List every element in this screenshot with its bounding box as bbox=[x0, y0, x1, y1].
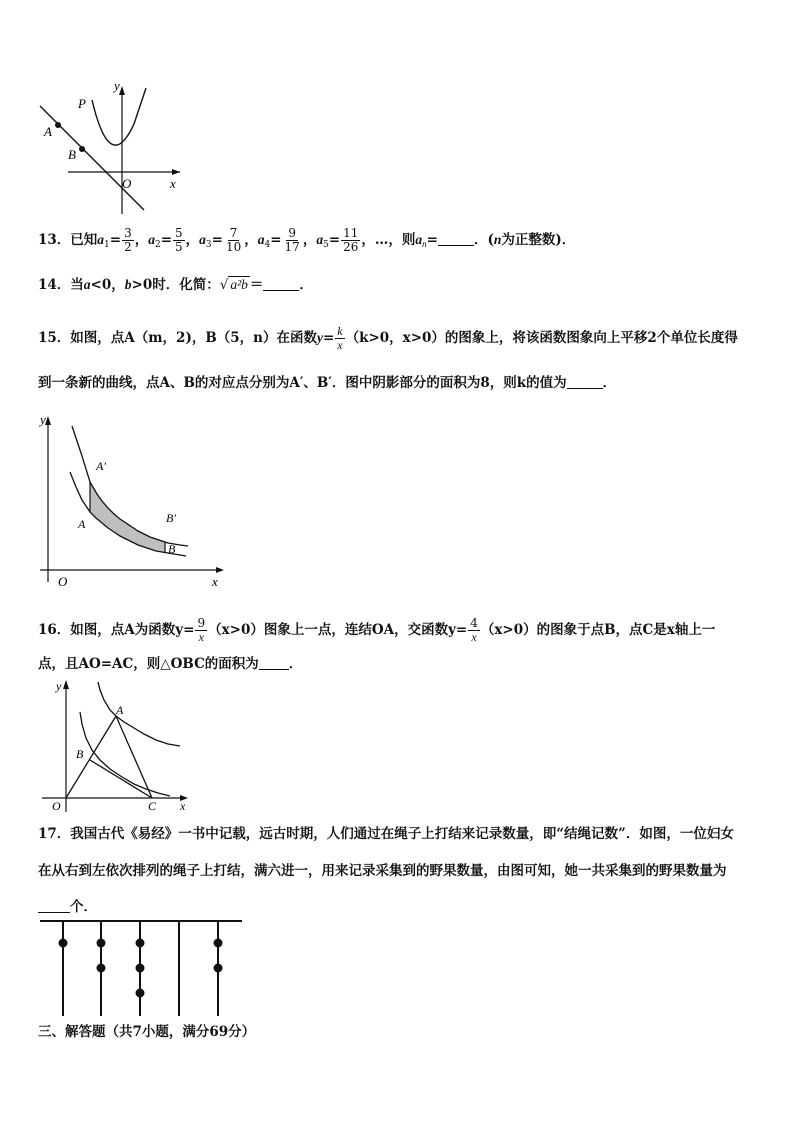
question-17-line-1 bbox=[38, 824, 734, 844]
term-a2: a bbox=[148, 232, 155, 247]
fraction-4-over-x bbox=[468, 617, 480, 644]
y-axis-arrow bbox=[63, 680, 69, 689]
shaded-region bbox=[90, 482, 165, 553]
label-x: x bbox=[170, 176, 176, 191]
fraction-a1 bbox=[122, 227, 134, 254]
variable-n: n bbox=[493, 232, 502, 247]
fraction-a4-denominator: 17 bbox=[284, 240, 300, 254]
answer-blank-17[interactable] bbox=[38, 898, 70, 913]
knot-rope-2-2 bbox=[97, 964, 106, 973]
figure-16 bbox=[38, 676, 198, 816]
fraction-a2-numerator: 5 bbox=[175, 226, 183, 240]
label-a: A bbox=[78, 517, 86, 531]
question-17-text-1: 我国古代《易经》一书中记载，远古时期，人们通过在绳子上打结来记录数量，即“结绳记数”．如图，一位妇女 bbox=[70, 826, 734, 842]
fraction-a3-denominator: 10 bbox=[225, 240, 242, 254]
section-3-heading: 三、解答题（共7小题，满分69分） bbox=[38, 1024, 256, 1040]
fraction-a2-denominator: 5 bbox=[175, 240, 183, 254]
question-14-number: 14． bbox=[38, 277, 71, 293]
question-16-end: ． bbox=[288, 656, 303, 672]
function-y: y bbox=[316, 330, 323, 345]
fraction-numerator-9: 9 bbox=[197, 616, 206, 630]
label-y: y bbox=[40, 412, 46, 427]
question-13-tail: ，…，则 bbox=[361, 232, 416, 248]
label-o: O bbox=[58, 574, 68, 589]
question-15-text-1: 如图，点A（m，2)，B（5，n）在函数 bbox=[70, 330, 317, 346]
parabola-p bbox=[92, 88, 146, 145]
question-17-number: 17． bbox=[38, 826, 71, 842]
point-a bbox=[55, 122, 61, 128]
question-16-text-2: （x>0）图象上一点，连结OA，交函数y= bbox=[208, 622, 468, 638]
question-15-line-1 bbox=[38, 325, 738, 352]
label-a: A bbox=[44, 124, 52, 139]
fraction-a3-numerator: 7 bbox=[229, 226, 238, 240]
term-a3-index: 3 bbox=[205, 240, 212, 250]
term-an-index: n bbox=[422, 239, 427, 249]
fraction-a5-numerator: 11 bbox=[343, 226, 359, 240]
curve-9-over-x bbox=[98, 682, 180, 746]
fraction-denominator-x: x bbox=[471, 630, 477, 644]
point-b bbox=[79, 146, 85, 152]
question-17-text-3: 个． bbox=[70, 899, 97, 915]
question-14: 14．当a<0，b>0时．化简：√ a²b ＝ ． bbox=[38, 277, 313, 293]
function-equals: = bbox=[322, 330, 335, 346]
fraction-9-over-x bbox=[195, 617, 207, 644]
x-axis-arrow bbox=[216, 567, 224, 573]
knot-rope-5-1 bbox=[214, 939, 223, 948]
term-a3: a bbox=[199, 232, 206, 247]
term-an: a bbox=[415, 232, 423, 247]
square-root: √ a²b bbox=[219, 277, 248, 293]
term-a1: a bbox=[97, 232, 105, 247]
label-b: B bbox=[168, 542, 176, 556]
label-x: x bbox=[180, 799, 186, 813]
label-c: C bbox=[148, 799, 157, 813]
equals-sign: ＝ bbox=[249, 277, 264, 293]
label-b-prime: B′ bbox=[166, 511, 176, 525]
fraction-k-over-x bbox=[335, 325, 344, 352]
question-13-end-2: 为正整数)． bbox=[501, 232, 576, 248]
knot-rope-5-2 bbox=[214, 964, 223, 973]
question-15-number: 15． bbox=[38, 330, 71, 346]
question-17-line-2 bbox=[38, 861, 727, 881]
x-axis-arrow bbox=[172, 169, 180, 175]
fraction-a5-denominator: 26 bbox=[343, 240, 359, 254]
knot-rope-2-1 bbox=[97, 939, 106, 948]
knot-rope-3-3 bbox=[136, 989, 145, 998]
question-17-text-2: 在从右到左依次排列的绳子上打结，满六进一，用来记录采集到的野果数量，由图可知，她一共采集到的野果数量为 bbox=[38, 863, 727, 879]
fraction-denominator-x: x bbox=[198, 630, 204, 644]
knot-rope-1-1 bbox=[59, 939, 68, 948]
fraction-a3 bbox=[224, 227, 243, 254]
question-14-lead: 当 bbox=[70, 277, 84, 293]
question-13-end-1: ．( bbox=[473, 232, 494, 248]
label-o: O bbox=[122, 176, 132, 191]
fraction-a2 bbox=[173, 227, 185, 254]
answer-blank-15[interactable] bbox=[567, 374, 603, 389]
label-p: P bbox=[78, 96, 86, 111]
fraction-a1-numerator: 3 bbox=[124, 226, 132, 240]
fraction-a4-numerator: 9 bbox=[288, 226, 296, 240]
condition-a: <0， bbox=[90, 277, 125, 293]
question-15-text-3: 到一条新的曲线，点A、B的对应点分别为A′、B′．图中阴影部分的面积为8，则k的值为 bbox=[38, 375, 567, 391]
term-a2-index: 2 bbox=[154, 240, 161, 250]
term-a1-index: 1 bbox=[104, 240, 110, 250]
term-a4: a bbox=[257, 232, 265, 247]
knot-rope-figure bbox=[38, 914, 248, 1020]
question-15-line-2 bbox=[38, 373, 616, 393]
condition-b: >0时．化简： bbox=[131, 277, 220, 293]
term-a5-index: 5 bbox=[323, 240, 329, 250]
figure-15 bbox=[38, 408, 228, 590]
question-16-text-4: 点，且AO=AC，则△OBC的面积为 bbox=[38, 656, 259, 672]
question-15-end: ． bbox=[602, 375, 617, 391]
variable-a: a bbox=[83, 277, 91, 292]
question-13-lead: 已知 bbox=[70, 232, 98, 248]
radicand: a²b bbox=[230, 277, 248, 292]
label-o: O bbox=[52, 799, 61, 813]
knot-rope-3-2 bbox=[136, 964, 145, 973]
fraction-a4 bbox=[283, 227, 302, 254]
question-13-number: 13． bbox=[38, 232, 71, 248]
question-16-line-2 bbox=[38, 654, 302, 674]
label-b: B bbox=[76, 747, 84, 761]
y-axis-arrow bbox=[119, 86, 125, 95]
answer-blank-16[interactable] bbox=[259, 655, 289, 670]
label-b: B bbox=[68, 147, 76, 162]
question-15-text-2: （k>0，x>0）的图象上，将该函数图象向上平移2个单位长度得 bbox=[345, 330, 738, 346]
fraction-a5 bbox=[341, 227, 360, 254]
figure-12 bbox=[38, 76, 188, 216]
fraction-denominator-x: x bbox=[337, 338, 343, 352]
fraction-numerator-k: k bbox=[337, 324, 343, 338]
answer-blank-14[interactable] bbox=[263, 276, 299, 291]
label-a-prime: A′ bbox=[96, 459, 106, 473]
label-y: y bbox=[114, 78, 120, 93]
term-a5: a bbox=[316, 232, 324, 247]
knot-rope-3-1 bbox=[136, 939, 145, 948]
answer-blank-13[interactable] bbox=[438, 231, 474, 246]
question-13: 13．已知$a_1=$ $\frac{3}{2}$ ，$a_2=$ $\frac{5}{5}$ ，$a_3=$ $\frac{7}{10}$ ，$a_4=$ $\frac{9}{17}$ ，$a_5=$ $\frac{11}{26}$ ，…，则$a_n=$ ．(n为正整数)． bbox=[38, 226, 576, 254]
fraction-a1-denominator: 2 bbox=[124, 240, 132, 254]
label-y: y bbox=[56, 679, 62, 693]
term-a4-index: 4 bbox=[264, 240, 271, 250]
question-16-line-1 bbox=[38, 617, 715, 644]
segment-oa bbox=[66, 716, 116, 798]
question-16-text-3: （x>0）的图象于点B，点C是x轴上一 bbox=[480, 622, 716, 638]
label-x: x bbox=[212, 574, 218, 589]
fraction-numerator-4: 4 bbox=[470, 616, 478, 630]
question-16-number: 16． bbox=[38, 622, 71, 638]
variable-b: b bbox=[124, 277, 132, 292]
question-16-text-1: 如图，点A为函数y= bbox=[70, 622, 195, 638]
segment-bc bbox=[90, 760, 152, 798]
label-a: A bbox=[116, 703, 124, 717]
line-ab bbox=[40, 106, 144, 210]
y-axis-arrow bbox=[45, 416, 51, 425]
